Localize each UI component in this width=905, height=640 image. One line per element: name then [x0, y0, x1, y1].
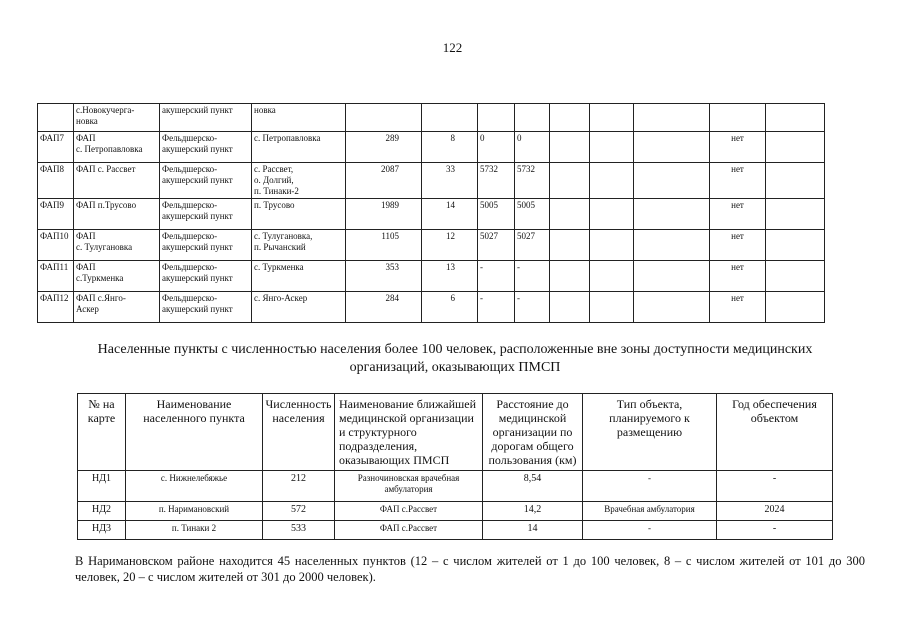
- nd-cell-distance: 14: [483, 521, 583, 540]
- fap-cell-empty: [766, 132, 825, 163]
- fap-cell-type: Фельдшерско- акушерский пункт: [160, 199, 252, 230]
- nd-table: [77, 393, 833, 540]
- fap-cell-population: 289: [346, 132, 422, 163]
- fap-cell-n1: 13: [422, 261, 478, 292]
- fap-cell-population: 353: [346, 261, 422, 292]
- fap-cell-code: ФАП11: [38, 261, 74, 292]
- fap-cell-n6: [634, 104, 710, 132]
- fap-cell-n3: 5732: [515, 163, 550, 199]
- fap-cell-n6: [634, 230, 710, 261]
- fap-cell-n2: -: [478, 292, 515, 323]
- fap-cell-n6: [634, 163, 710, 199]
- header-object-type: Тип объекта, планируемого к размещению: [583, 394, 717, 471]
- fap-cell-n5: [590, 163, 634, 199]
- fap-cell-n5: [590, 261, 634, 292]
- fap-cell-name: ФАП с.Янго- Аскер: [74, 292, 160, 323]
- fap-cell-n6: [634, 292, 710, 323]
- fap-cell-code: ФАП12: [38, 292, 74, 323]
- nd-cell-nearest: ФАП с.Рассвет: [335, 502, 483, 521]
- nd-cell-object-type: -: [583, 471, 717, 502]
- fap-cell-n5: [590, 230, 634, 261]
- fap-cell-n2: 5027: [478, 230, 515, 261]
- table-row: [38, 104, 825, 132]
- nd-cell-num: НД3: [78, 521, 126, 540]
- fap-cell-code: ФАП10: [38, 230, 74, 261]
- header-distance: Расстояние до медицинской организации по дорогам общего пользования (км): [483, 394, 583, 471]
- table-row: [78, 471, 833, 502]
- fap-cell-population: 284: [346, 292, 422, 323]
- fap-cell-n4: [550, 261, 590, 292]
- fap-table: [37, 103, 825, 323]
- fap-cell-n1: 33: [422, 163, 478, 199]
- fap-cell-n3: 5005: [515, 199, 550, 230]
- fap-cell-n4: [550, 163, 590, 199]
- fap-cell-n4: [550, 104, 590, 132]
- fap-cell-served: с. Петропавловка: [252, 132, 346, 163]
- fap-cell-type: Фельдшерско- акушерский пункт: [160, 132, 252, 163]
- fap-cell-n5: [590, 132, 634, 163]
- page-number: 122: [442, 40, 463, 55]
- fap-cell-type: Фельдшерско- акушерский пункт: [160, 163, 252, 199]
- table-row: [38, 292, 825, 323]
- fap-cell-served: с. Тулугановка, п. Рычанский: [252, 230, 346, 261]
- table-row: [38, 163, 825, 199]
- nd-cell-distance: 14,2: [483, 502, 583, 521]
- fap-cell-n5: [590, 199, 634, 230]
- section-title: Населенные пункты с численностью населения более 100 человек, расположенные вне зоны доступности медицинских организаций, оказывающих ПМСП: [97, 342, 813, 375]
- nd-cell-num: НД2: [78, 502, 126, 521]
- fap-cell-population: [346, 104, 422, 132]
- nd-cell-num: НД1: [78, 471, 126, 502]
- fap-cell-n2: 0: [478, 132, 515, 163]
- fap-cell-code: ФАП7: [38, 132, 74, 163]
- nd-cell-population: 212: [263, 471, 335, 502]
- nd-cell-population: 572: [263, 502, 335, 521]
- fap-cell-served: с. Янго-Аскер: [252, 292, 346, 323]
- fap-cell-served: новка: [252, 104, 346, 132]
- fap-cell-n4: [550, 292, 590, 323]
- fap-cell-status: нет: [710, 132, 766, 163]
- fap-cell-n2: [478, 104, 515, 132]
- fap-cell-n6: [634, 261, 710, 292]
- table-row: [78, 521, 833, 540]
- nd-cell-name: п. Тинаки 2: [126, 521, 263, 540]
- nd-cell-name: п. Наримановский: [126, 502, 263, 521]
- fap-cell-population: 1989: [346, 199, 422, 230]
- fap-cell-name: с.Новокучерга- новка: [74, 104, 160, 132]
- fap-cell-n3: 5027: [515, 230, 550, 261]
- nd-cell-year: 2024: [717, 502, 833, 521]
- fap-cell-n3: 0: [515, 132, 550, 163]
- fap-cell-n2: 5005: [478, 199, 515, 230]
- fap-cell-n2: -: [478, 261, 515, 292]
- fap-cell-name: ФАП с. Тулугановка: [74, 230, 160, 261]
- fap-cell-empty: [766, 199, 825, 230]
- fap-cell-empty: [766, 230, 825, 261]
- fap-cell-name: ФАП с. Рассвет: [74, 163, 160, 199]
- header-num: № на карте: [78, 394, 126, 471]
- fap-cell-served: с. Рассвет, о. Долгий, п. Тинаки-2: [252, 163, 346, 199]
- table-row: [38, 132, 825, 163]
- nd-cell-nearest: ФАП с.Рассвет: [335, 521, 483, 540]
- fap-cell-code: [38, 104, 74, 132]
- table-row: [78, 502, 833, 521]
- nd-cell-object-type: Врачебная амбулатория: [583, 502, 717, 521]
- fap-cell-n1: 6: [422, 292, 478, 323]
- fap-cell-empty: [766, 292, 825, 323]
- header-nearest: Наименование ближайшей медицинской организации и структурного подразделения, оказывающих ПМСП: [335, 394, 483, 471]
- fap-cell-n3: -: [515, 261, 550, 292]
- fap-cell-n6: [634, 199, 710, 230]
- fap-cell-n2: 5732: [478, 163, 515, 199]
- fap-cell-name: ФАП с.Туркменка: [74, 261, 160, 292]
- fap-cell-n4: [550, 199, 590, 230]
- nd-cell-object-type: -: [583, 521, 717, 540]
- fap-cell-n5: [590, 292, 634, 323]
- fap-cell-n4: [550, 230, 590, 261]
- fap-cell-status: нет: [710, 163, 766, 199]
- fap-cell-type: Фельдшерско- акушерский пункт: [160, 230, 252, 261]
- fap-cell-status: [710, 104, 766, 132]
- fap-cell-served: с. Туркменка: [252, 261, 346, 292]
- header-population: Численность населения: [263, 394, 335, 471]
- fap-cell-type: Фельдшерско- акушерский пункт: [160, 292, 252, 323]
- table-row: [38, 199, 825, 230]
- fap-cell-n1: 8: [422, 132, 478, 163]
- fap-cell-n1: 14: [422, 199, 478, 230]
- header-name: Наименование населенного пункта: [126, 394, 263, 471]
- nd-cell-year: -: [717, 471, 833, 502]
- fap-cell-n3: [515, 104, 550, 132]
- nd-cell-population: 533: [263, 521, 335, 540]
- footer-text: В Наримановском районе находится 45 населенных пунктов (12 – с числом жителей от 1 до 100 человек, 8 – с числом жителей от 101 до 300 человек, 20 – с числом жителей от 301 до 2000 человек).: [75, 554, 865, 584]
- fap-cell-empty: [766, 163, 825, 199]
- fap-cell-served: п. Трусово: [252, 199, 346, 230]
- fap-cell-type: акушерский пункт: [160, 104, 252, 132]
- fap-cell-n1: 12: [422, 230, 478, 261]
- fap-cell-name: ФАП п.Трусово: [74, 199, 160, 230]
- fap-cell-status: нет: [710, 261, 766, 292]
- fap-cell-type: Фельдшерско- акушерский пункт: [160, 261, 252, 292]
- fap-cell-name: ФАП с. Петропавловка: [74, 132, 160, 163]
- fap-cell-code: ФАП9: [38, 199, 74, 230]
- header-year: Год обеспечения объектом: [717, 394, 833, 471]
- fap-cell-n1: [422, 104, 478, 132]
- fap-cell-status: нет: [710, 292, 766, 323]
- fap-cell-status: нет: [710, 199, 766, 230]
- fap-cell-n4: [550, 132, 590, 163]
- nd-cell-nearest: Разночиновская врачебная амбулатория: [335, 471, 483, 502]
- fap-cell-empty: [766, 261, 825, 292]
- table-row: [38, 230, 825, 261]
- fap-cell-n6: [634, 132, 710, 163]
- fap-cell-status: нет: [710, 230, 766, 261]
- fap-cell-population: 2087: [346, 163, 422, 199]
- nd-cell-distance: 8,54: [483, 471, 583, 502]
- fap-cell-empty: [766, 104, 825, 132]
- nd-header-row: [78, 394, 833, 471]
- fap-cell-n5: [590, 104, 634, 132]
- nd-cell-name: с. Нижнелебяжье: [126, 471, 263, 502]
- fap-cell-n3: -: [515, 292, 550, 323]
- fap-cell-code: ФАП8: [38, 163, 74, 199]
- fap-cell-population: 1105: [346, 230, 422, 261]
- nd-cell-year: -: [717, 521, 833, 540]
- table-row: [38, 261, 825, 292]
